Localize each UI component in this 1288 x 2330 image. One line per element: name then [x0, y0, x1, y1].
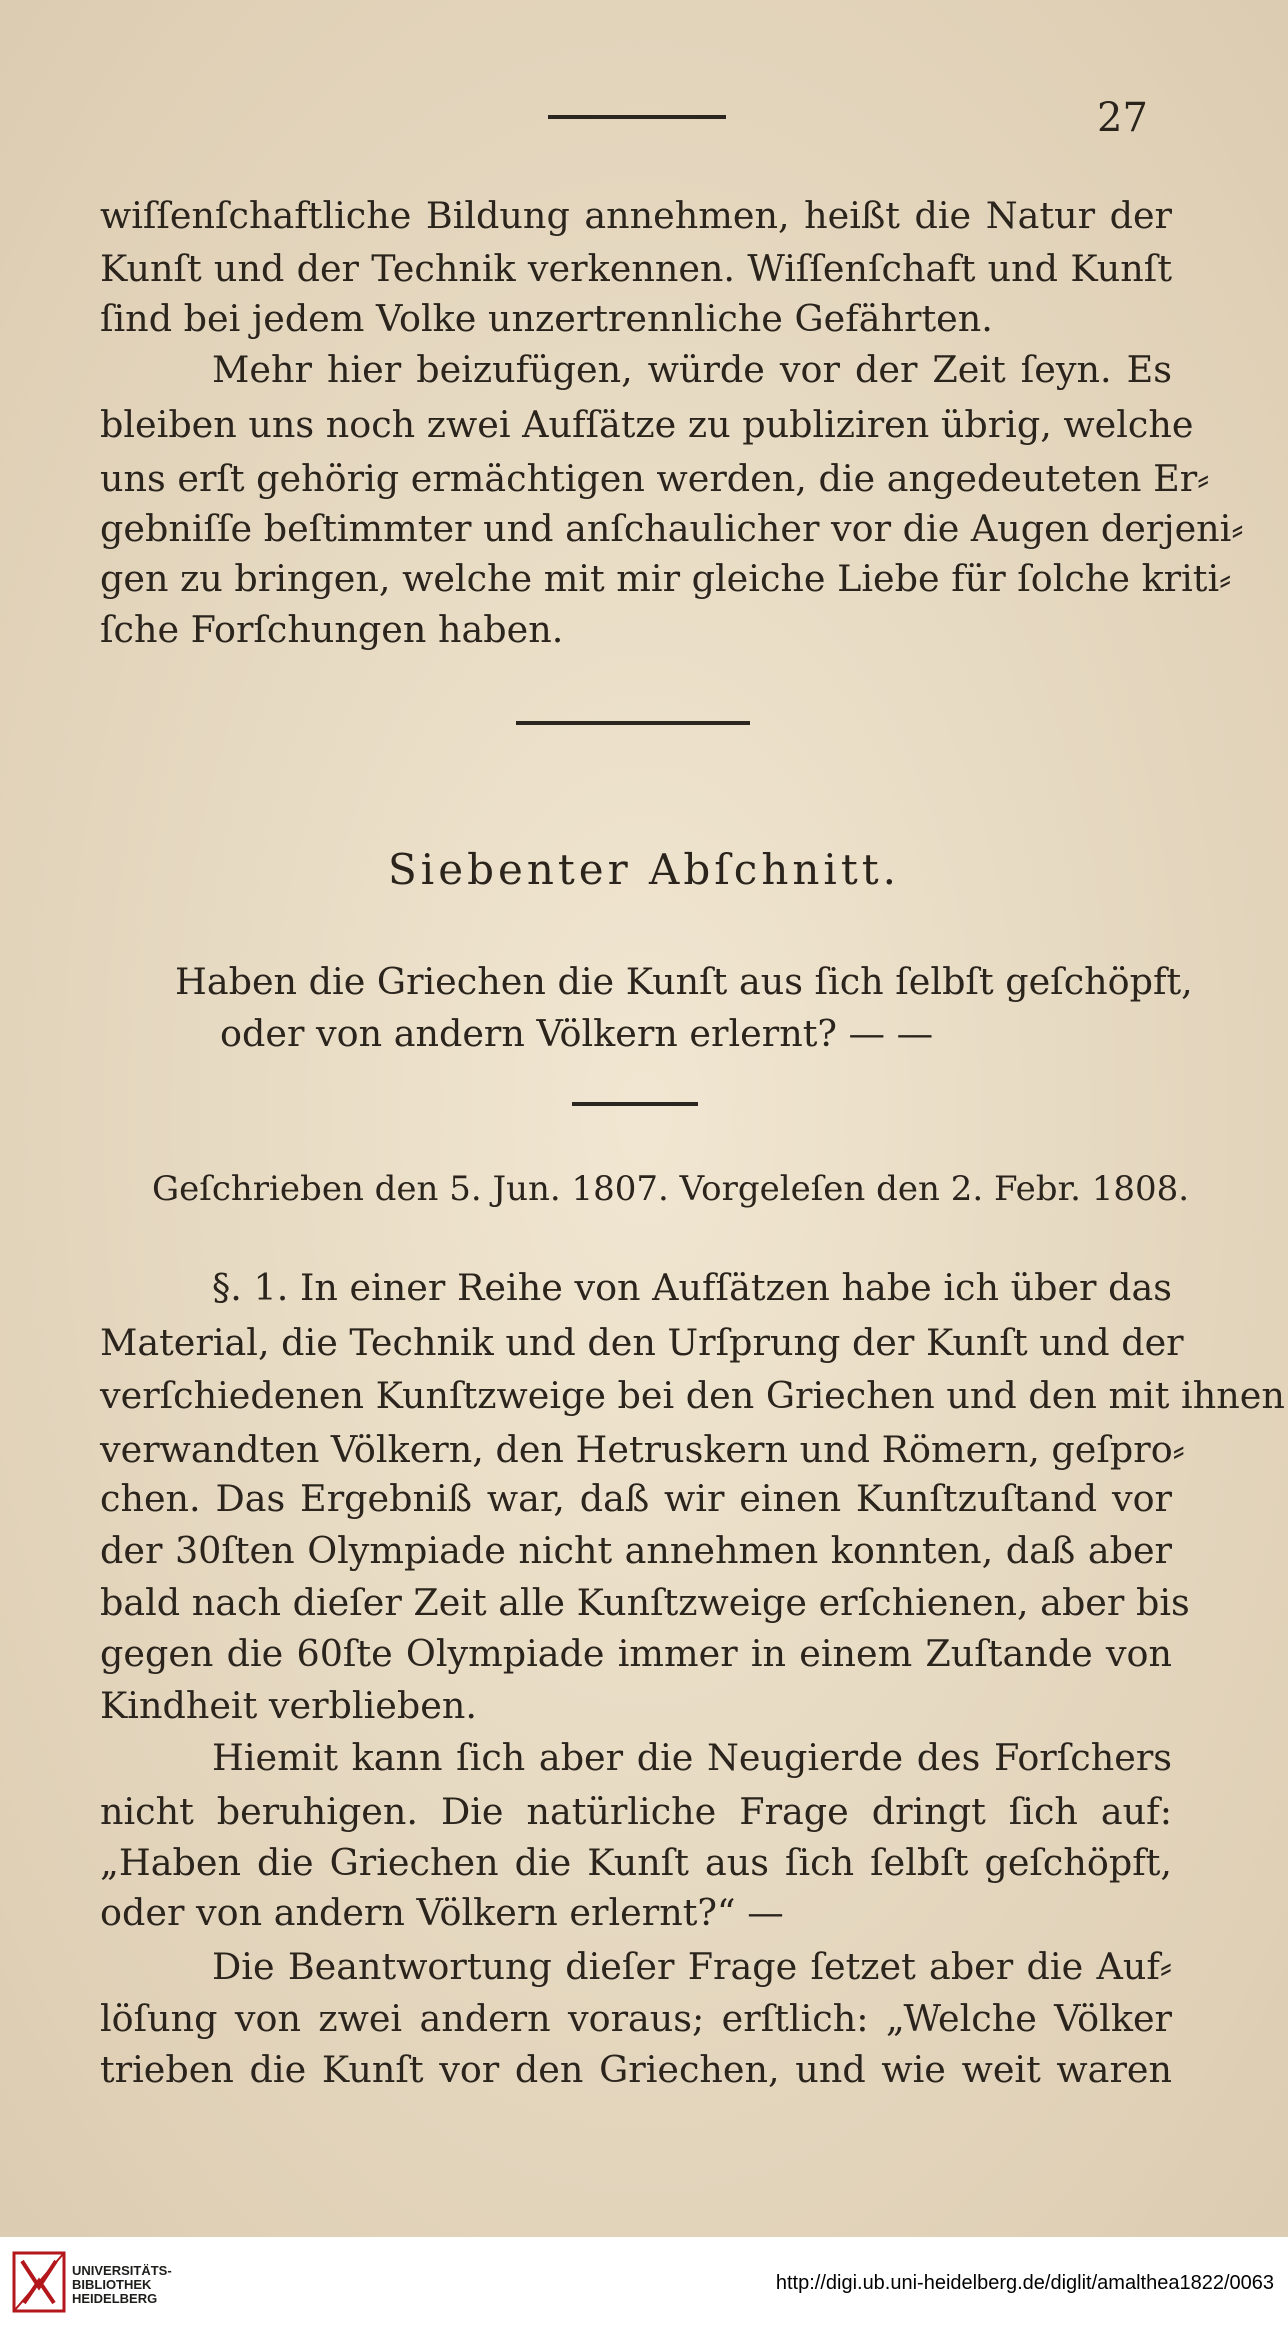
logo-line: BIBLIOTHEK — [72, 2277, 152, 2292]
section-question-line: Haben die Griechen die Kunſt aus ſich ſelbſt geſchöpft, — [175, 960, 1193, 1003]
logo-line: HEIDELBERG — [72, 2291, 158, 2306]
text-line: verwandten Völkern, den Hetruskern und Römern, geſpro⸗ — [100, 1428, 1185, 1471]
header-rule — [548, 115, 726, 119]
text-line: chen. Das Ergebniß war, daß wir einen Kunſtzuſtand vor — [100, 1477, 1172, 1520]
section-title: Siebenter Abſchnitt. — [388, 845, 900, 894]
dateline: Geſchrieben den 5. Jun. 1807. Vorgeleſen den 2. Febr. 1808. — [152, 1169, 1190, 1209]
page-number: 27 — [1097, 95, 1148, 141]
text-line: gen zu bringen, welche mit mir gleiche Liebe für ſolche kriti⸗ — [100, 557, 1232, 600]
text-line: „Haben die Griechen die Kunſt aus ſich ſelbſt geſchöpft, — [100, 1841, 1172, 1884]
text-line: verſchiedenen Kunſtzweige bei den Griechen und den mit ihnen — [100, 1374, 1285, 1417]
text-line: bleiben uns noch zwei Aufſätze zu publiziren übrig, welche — [100, 403, 1194, 446]
text-line: ſind bei jedem Volke unzertrennliche Gefährten. — [100, 297, 993, 340]
library-logo-icon — [12, 2247, 66, 2317]
text-line: nicht beruhigen. Die natürliche Frage dringt ſich auf: — [100, 1790, 1172, 1833]
text-line: Die Beantwortung dieſer Frage ſetzet aber die Auf⸗ — [212, 1945, 1172, 1988]
library-logo-text — [72, 2264, 172, 2306]
footer-bar — [0, 2237, 1288, 2330]
text-line: §. 1. In einer Reihe von Aufſätzen habe ich über das — [212, 1266, 1172, 1309]
text-line: gebniſſe beſtimmter und anſchaulicher vor die Augen derjeni⸗ — [100, 507, 1244, 550]
text-line: gegen die 60ſte Olympiade immer in einem Zuſtande von — [100, 1632, 1172, 1675]
text-line: Mehr hier beizufügen, würde vor der Zeit ſeyn. Es — [212, 348, 1172, 391]
text-line: ſche Forſchungen haben. — [100, 608, 564, 651]
text-line: löſung von zwei andern voraus; erſtlich: „Welche Völker — [100, 1997, 1172, 2040]
text-line: Material, die Technik und den Urſprung der Kunſt und der — [100, 1321, 1184, 1364]
section-divider-rule — [516, 721, 750, 725]
text-line: uns erſt gehörig ermächtigen werden, die angedeuteten Er⸗ — [100, 457, 1210, 500]
text-line: Kindheit verblieben. — [100, 1684, 477, 1727]
logo-line: UNIVERSITÄTS- — [72, 2263, 172, 2278]
title-divider-rule — [572, 1102, 698, 1106]
text-line: der 30ſten Olympiade nicht annehmen konnten, daß aber — [100, 1529, 1172, 1572]
text-line: oder von andern Völkern erlernt?“ — — [100, 1891, 784, 1934]
text-line: trieben die Kunſt vor den Griechen, und wie weit waren — [100, 2048, 1172, 2091]
text-line: Hiemit kann ſich aber die Neugierde des Forſchers — [212, 1736, 1172, 1779]
source-url-link[interactable]: http://digi.ub.uni-heidelberg.de/diglit/amalthea1822/0063 — [775, 2272, 1274, 2294]
section-question-line: oder von andern Völkern erlernt? — — — [220, 1012, 934, 1055]
text-line: wiſſenſchaftliche Bildung annehmen, heißt die Natur der — [100, 194, 1172, 237]
text-line: Kunſt und der Technik verkennen. Wiſſenſchaft und Kunſt — [100, 247, 1172, 290]
text-line: bald nach dieſer Zeit alle Kunſtzweige erſchienen, aber bis — [100, 1581, 1190, 1624]
